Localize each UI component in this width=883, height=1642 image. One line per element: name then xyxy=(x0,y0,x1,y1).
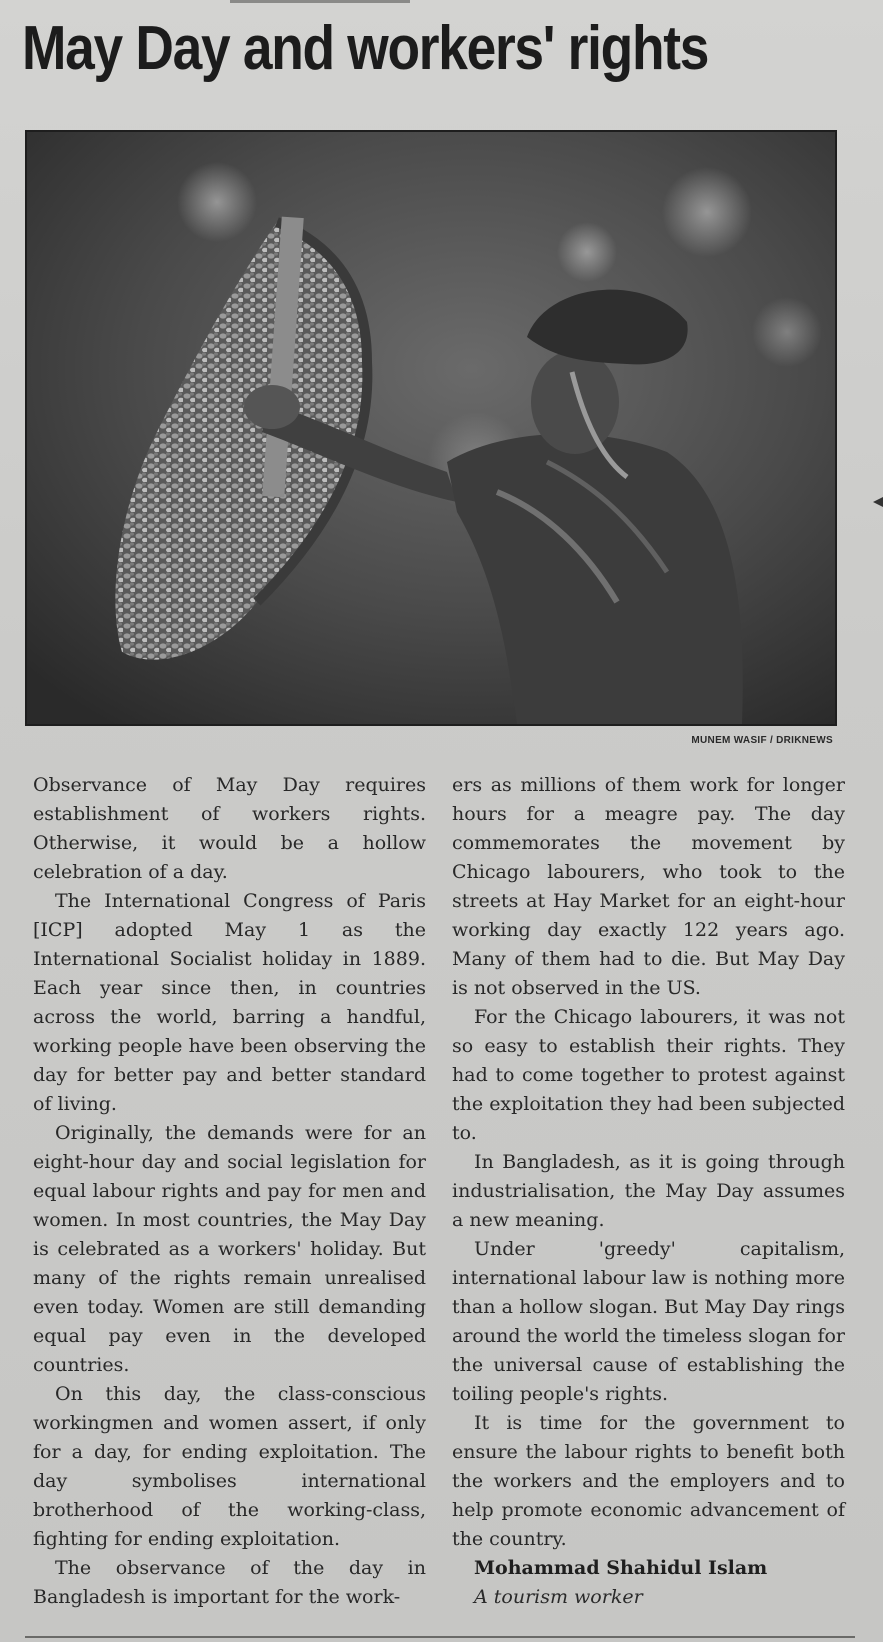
author-name: Mohammad Shahidul Islam xyxy=(474,1557,768,1579)
right-column xyxy=(452,771,845,1612)
paragraph: In Bangladesh, as it is going through industrialisation, the May Day assumes a new meaning. xyxy=(452,1151,845,1231)
article-headline: May Day and workers' rights xyxy=(22,14,709,83)
paragraph: The International Congress of Paris [ICP] adopted May 1 as the International Socialist holiday in 1889. Each year since then, in countries across the world, barring a handful, working people have been observing the day for better pay and better standard of living. xyxy=(33,890,426,1115)
photo-credit: MUNEM WASIF / DRIKNEWS xyxy=(691,735,833,746)
paragraph: Under 'greedy' capitalism, international labour law is nothing more than a hollow slogan. But May Day rings around the world the timeless slogan for the universal cause of establishing the toiling people's rights. xyxy=(452,1238,845,1405)
left-column xyxy=(33,771,426,1612)
paragraph: The observance of the day in Bangladesh is important for the work- xyxy=(33,1557,426,1608)
paragraph: Originally, the demands were for an eight-hour day and social legislation for equal labour rights and pay for men and women. In most countries, the May Day is celebrated as a workers' holiday. But many of the rights remain unrealised even today. Women are still demanding equal pay even in the developed countries. xyxy=(33,1122,426,1376)
bottom-rule xyxy=(25,1636,855,1638)
worker-photo-illustration xyxy=(27,132,835,724)
paragraph: On this day, the class-conscious workingmen and women assert, if only for a day, for ending exploitation. The day symbolises international brotherhood of the working-class, fighting for ending exploitation. xyxy=(33,1383,426,1550)
article-photo xyxy=(25,130,837,726)
paragraph: For the Chicago labourers, it was not so easy to establish their rights. They had to come together to protest against the exploitation they had been subjected to. xyxy=(452,1006,845,1144)
paragraph: Observance of May Day requires establishment of workers rights. Otherwise, it would be a hollow celebration of a day. xyxy=(33,774,426,883)
author-role: A tourism worker xyxy=(474,1586,643,1608)
paragraph: ers as millions of them work for longer hours for a meagre pay. The day commemorates the movement by Chicago labourers, who took to the streets at Hay Market for an eight-hour working day exactly 122 years ago. Many of them had to die. But May Day is not observed in the US. xyxy=(452,774,845,999)
top-rule xyxy=(230,0,410,3)
edge-arrow-icon xyxy=(873,497,883,507)
paragraph: It is time for the government to ensure the labour rights to benefit both the workers and the employers and to help promote economic advancement of the country. xyxy=(452,1412,845,1550)
